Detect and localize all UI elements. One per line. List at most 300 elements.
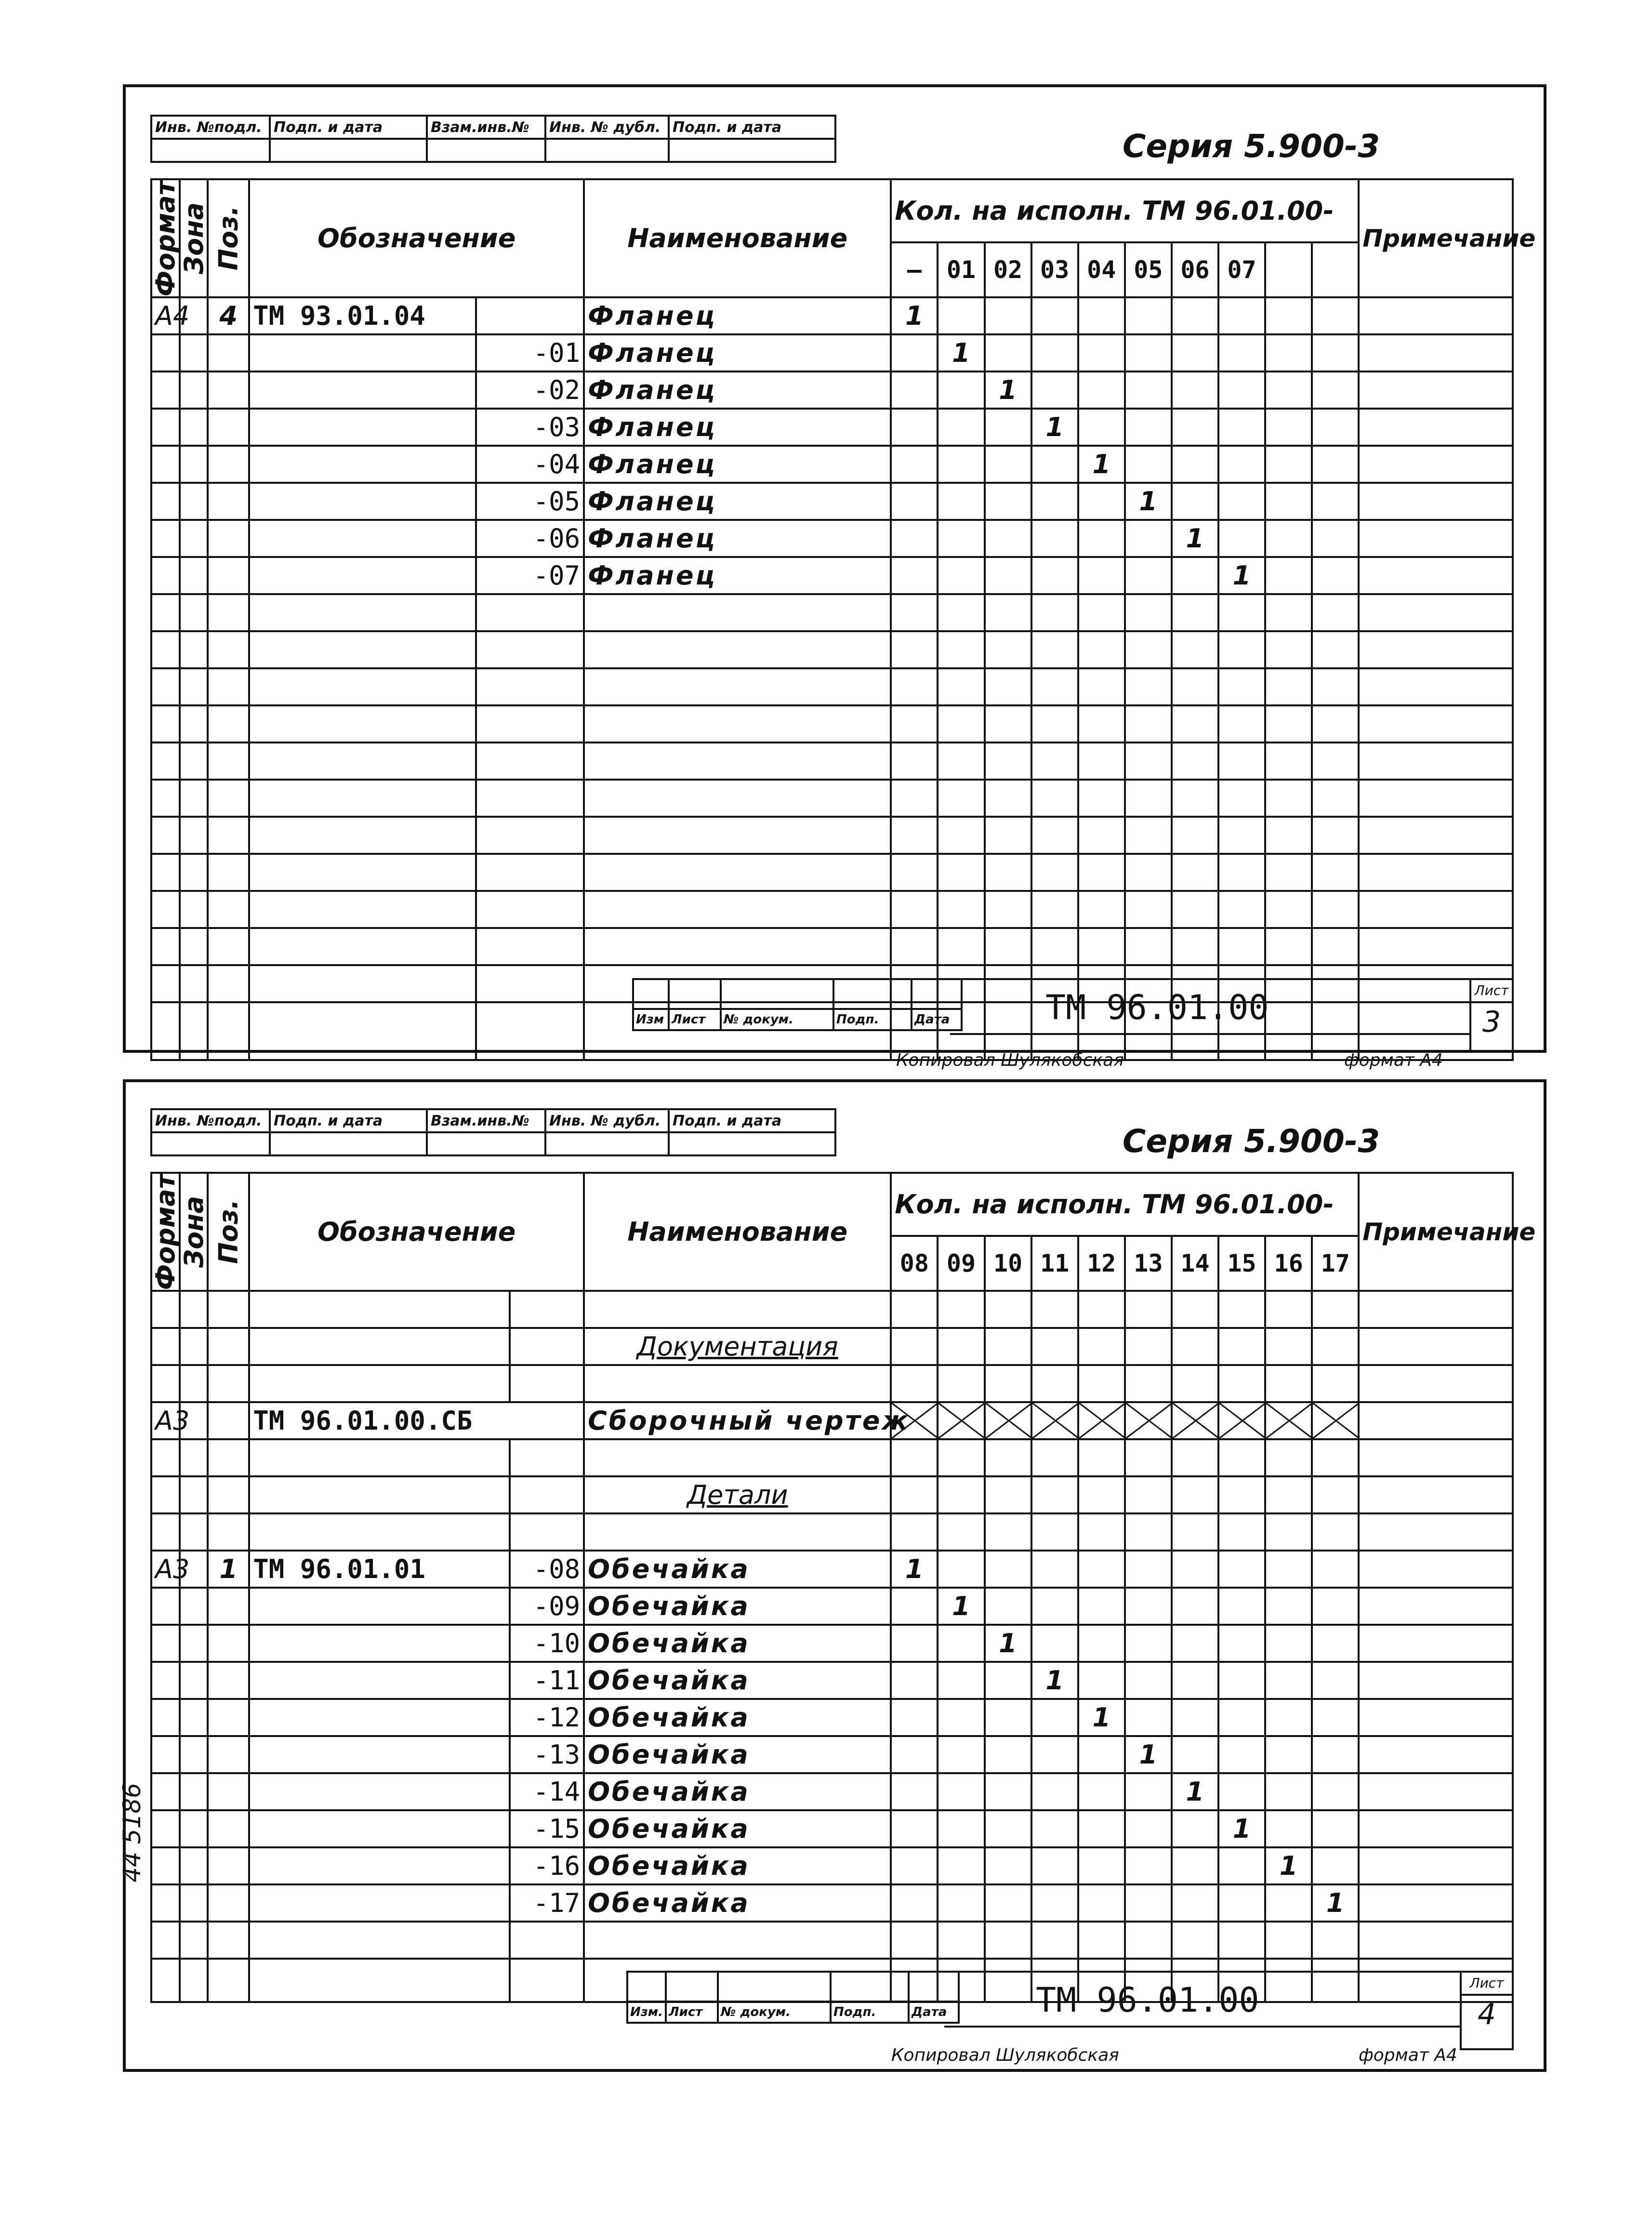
cell — [180, 1002, 208, 1060]
cell — [985, 1513, 1031, 1551]
variant-header: — — [891, 242, 938, 297]
cell — [1125, 1328, 1172, 1365]
variant-header — [1312, 242, 1359, 297]
stamp-cell: Инв. № дубл. — [545, 1109, 669, 1132]
quantity-cell — [938, 409, 984, 446]
cell — [584, 668, 891, 705]
stamp-cell: Инв. №подл. — [151, 1109, 270, 1132]
quantity-cell — [1312, 409, 1359, 446]
cell — [1359, 743, 1513, 780]
note-cell — [1359, 1847, 1513, 1884]
cell — [249, 1439, 510, 1476]
table-row — [151, 371, 1513, 409]
cell — [891, 891, 938, 928]
quantity-cell — [891, 557, 938, 594]
quantity-cell — [1312, 483, 1359, 520]
table-row — [151, 520, 1513, 557]
empty-row — [151, 854, 1513, 891]
variant-header: 14 — [1172, 1236, 1218, 1291]
title-block-label: Изм. — [627, 2002, 666, 2023]
cell — [208, 1328, 249, 1365]
designation-cell — [249, 446, 476, 483]
cell — [1218, 743, 1265, 780]
cell — [476, 705, 584, 743]
quantity-cell — [1125, 1625, 1172, 1662]
title-block-label: Подп. — [833, 1009, 912, 1030]
cell — [151, 1328, 180, 1365]
cell — [1265, 891, 1312, 928]
cell — [180, 965, 208, 1002]
quantity-cell: 1 — [1312, 1884, 1359, 1922]
quantity-cell — [1218, 1736, 1265, 1773]
cell — [1265, 743, 1312, 780]
format-cell — [151, 334, 180, 371]
cell — [1218, 1439, 1265, 1476]
quantity-cell: 1 — [1218, 1810, 1265, 1847]
cell — [249, 668, 476, 705]
quantity-cell — [985, 1588, 1031, 1625]
zone-cell — [180, 1773, 208, 1810]
cell — [1078, 817, 1125, 854]
note-cell — [1359, 334, 1513, 371]
cell — [584, 705, 891, 743]
header-note: Примечание — [1359, 179, 1513, 297]
cross-mark — [1266, 1403, 1312, 1438]
quantity-cell — [985, 1847, 1031, 1884]
zone-cell — [180, 1884, 208, 1922]
quantity-cell — [1312, 446, 1359, 483]
cell — [208, 705, 249, 743]
position-cell — [208, 1625, 249, 1662]
quantity-cell — [938, 1662, 984, 1699]
quantity-cell — [891, 520, 938, 557]
designation-suffix: -01 — [476, 334, 584, 371]
cell — [1172, 668, 1218, 705]
cell — [891, 1328, 938, 1365]
cell — [1078, 705, 1125, 743]
cell — [151, 1476, 180, 1513]
cell — [1172, 1439, 1218, 1476]
sheet-2-document-code: ТМ 96.01.00 — [1036, 1980, 1259, 2020]
designation-suffix: -02 — [476, 371, 584, 409]
cell — [1031, 854, 1078, 891]
cell — [584, 1439, 891, 1476]
format-cell — [151, 1847, 180, 1884]
cell — [208, 854, 249, 891]
cell — [1125, 594, 1172, 631]
position-cell — [208, 520, 249, 557]
cell — [1265, 1439, 1312, 1476]
quantity-cell — [1265, 1588, 1312, 1625]
cell — [151, 854, 180, 891]
cell — [1031, 1365, 1078, 1402]
quantity-cell — [1078, 1773, 1125, 1810]
quantity-cell — [1312, 1699, 1359, 1736]
designation-cell — [249, 483, 476, 520]
cell — [476, 594, 584, 631]
cell — [938, 780, 984, 817]
quantity-cell — [1125, 520, 1172, 557]
cell — [1078, 1476, 1125, 1513]
cell — [180, 1439, 208, 1476]
quantity-cell — [1218, 409, 1265, 446]
quantity-cell — [1031, 1625, 1078, 1662]
cell — [1031, 817, 1078, 854]
cell — [249, 1476, 510, 1513]
quantity-cell — [1172, 297, 1218, 334]
zone-cell — [180, 1736, 208, 1773]
cell — [1359, 1328, 1513, 1365]
position-cell — [208, 1773, 249, 1810]
cell — [249, 1328, 510, 1365]
cell — [151, 668, 180, 705]
note-cell — [1359, 1810, 1513, 1847]
name-cell: Фланец — [584, 409, 891, 446]
cell — [476, 668, 584, 705]
note-cell — [1359, 1402, 1513, 1439]
designation-cell: ТМ 96.01.01 — [249, 1551, 510, 1588]
stamp-cell: Взам.инв.№ — [427, 116, 545, 139]
quantity-cell — [1265, 520, 1312, 557]
cell — [510, 1476, 584, 1513]
quantity-cell — [938, 1810, 984, 1847]
cell — [1172, 631, 1218, 668]
quantity-cell-crossed — [1078, 1402, 1125, 1439]
name-cell: Обечайка — [584, 1625, 891, 1662]
table-row — [151, 1699, 1513, 1736]
cell — [1265, 1365, 1312, 1402]
cell — [891, 594, 938, 631]
section-row — [151, 1476, 1513, 1513]
cell — [1265, 1513, 1312, 1551]
name-cell: Обечайка — [584, 1588, 891, 1625]
cross-mark — [1173, 1403, 1219, 1438]
quantity-cell — [1218, 1699, 1265, 1736]
cell — [249, 1002, 476, 1060]
cell — [1265, 594, 1312, 631]
empty-row — [151, 594, 1513, 631]
quantity-cell — [1265, 446, 1312, 483]
table-row — [151, 557, 1513, 594]
cell — [985, 743, 1031, 780]
quantity-cell — [1031, 1699, 1078, 1736]
cell — [1125, 1365, 1172, 1402]
cell — [1172, 1513, 1218, 1551]
cell — [891, 668, 938, 705]
name-cell: Обечайка — [584, 1773, 891, 1810]
cell — [249, 1959, 510, 2002]
position-cell — [208, 334, 249, 371]
cell — [1031, 705, 1078, 743]
quantity-cell — [985, 557, 1031, 594]
format-cell: А3 — [151, 1402, 180, 1439]
cell — [208, 1922, 249, 1959]
cell — [1125, 928, 1172, 965]
quantity-cell — [891, 1810, 938, 1847]
name-cell: Обечайка — [584, 1847, 891, 1884]
sheet-1-title-block-revisions — [632, 978, 963, 1031]
cell — [1078, 854, 1125, 891]
designation-suffix: -12 — [510, 1699, 584, 1736]
empty-row — [151, 928, 1513, 965]
quantity-cell — [938, 371, 984, 409]
sheet-number: 3 — [1482, 1005, 1501, 1039]
quantity-cell — [1218, 1773, 1265, 1810]
cell — [938, 1922, 984, 1959]
designation-cell — [249, 1588, 510, 1625]
zone-cell — [180, 483, 208, 520]
cell — [1312, 928, 1359, 965]
cell — [151, 1291, 180, 1328]
quantity-cell — [1031, 1736, 1078, 1773]
quantity-cell — [1172, 1551, 1218, 1588]
designation-suffix: -11 — [510, 1662, 584, 1699]
cell — [1031, 1922, 1078, 1959]
format-cell — [151, 1884, 180, 1922]
cell — [1359, 594, 1513, 631]
cell — [180, 1291, 208, 1328]
format-cell — [151, 1625, 180, 1662]
cell — [1078, 928, 1125, 965]
table-row — [151, 1402, 1513, 1439]
cell — [180, 891, 208, 928]
stamp-cell: Инв. №подл. — [151, 116, 270, 139]
cell — [938, 854, 984, 891]
name-cell: Фланец — [584, 557, 891, 594]
cell — [584, 1513, 891, 1551]
variant-header: 04 — [1078, 242, 1125, 297]
designation-suffix: -07 — [476, 557, 584, 594]
cell — [1312, 668, 1359, 705]
position-cell — [208, 1810, 249, 1847]
cell — [584, 928, 891, 965]
position-cell — [208, 1847, 249, 1884]
quantity-cell — [938, 520, 984, 557]
title-block-label: Дата — [912, 1009, 962, 1030]
cell — [249, 891, 476, 928]
sheet-label: Лист — [1471, 980, 1512, 1003]
stamp-cell: Взам.инв.№ — [427, 1109, 545, 1132]
header-quantity: Кол. на исполн. ТМ 96.01.00- — [891, 179, 1359, 242]
cell — [208, 1365, 249, 1402]
cell — [151, 1439, 180, 1476]
quantity-cell — [1218, 1884, 1265, 1922]
cell — [1218, 928, 1265, 965]
cell — [510, 1922, 584, 1959]
quantity-cell — [1265, 1551, 1312, 1588]
cell — [208, 743, 249, 780]
note-cell — [1359, 446, 1513, 483]
header-position: Поз. — [208, 1173, 249, 1291]
cell — [208, 1959, 249, 2002]
position-cell — [208, 1402, 249, 1439]
cell — [891, 780, 938, 817]
cell — [1312, 1922, 1359, 1959]
cell — [938, 1476, 984, 1513]
cell — [985, 1328, 1031, 1365]
quantity-cell — [1265, 334, 1312, 371]
cell — [938, 1328, 984, 1365]
cell — [151, 1922, 180, 1959]
cell — [1078, 1439, 1125, 1476]
cell — [1172, 1328, 1218, 1365]
quantity-cell — [1172, 1810, 1218, 1847]
variant-header: 09 — [938, 1236, 984, 1291]
note-cell — [1359, 1736, 1513, 1773]
cell — [938, 891, 984, 928]
cell — [1218, 1476, 1265, 1513]
quantity-cell — [1125, 371, 1172, 409]
variant-header: 15 — [1218, 1236, 1265, 1291]
variant-header: 12 — [1078, 1236, 1125, 1291]
header-note: Примечание — [1359, 1173, 1513, 1291]
quantity-cell-crossed — [1312, 1402, 1359, 1439]
variant-header: 13 — [1125, 1236, 1172, 1291]
cell — [1265, 817, 1312, 854]
zone-cell — [180, 371, 208, 409]
cell — [891, 1513, 938, 1551]
cell — [1125, 705, 1172, 743]
cell — [1218, 780, 1265, 817]
quantity-cell-crossed — [1172, 1402, 1218, 1439]
quantity-cell: 1 — [985, 371, 1031, 409]
designation-cell — [249, 1810, 510, 1847]
empty-row — [151, 1365, 1513, 1402]
cell — [1078, 1513, 1125, 1551]
title-block-label: № докум. — [721, 1009, 833, 1030]
cell — [1218, 854, 1265, 891]
sheet-number: 4 — [1477, 1998, 1496, 2031]
format-cell — [151, 409, 180, 446]
cell — [249, 1291, 510, 1328]
quantity-cell — [1312, 1588, 1359, 1625]
cell — [1218, 631, 1265, 668]
quantity-cell: 1 — [1265, 1847, 1312, 1884]
cell — [1359, 1365, 1513, 1402]
quantity-cell — [1265, 1810, 1312, 1847]
quantity-cell — [1078, 1625, 1125, 1662]
cell — [151, 705, 180, 743]
stamp-cell: Подп. и дата — [270, 116, 427, 139]
table-row — [151, 483, 1513, 520]
quantity-cell — [1265, 371, 1312, 409]
cell — [249, 780, 476, 817]
empty-row — [151, 1513, 1513, 1551]
format-cell — [151, 1736, 180, 1773]
quantity-cell — [938, 483, 984, 520]
variant-header: 17 — [1312, 1236, 1359, 1291]
quantity-cell — [1172, 1847, 1218, 1884]
cell — [151, 1365, 180, 1402]
sheet-2-spec-table — [150, 1172, 1536, 2003]
format-cell — [151, 483, 180, 520]
note-cell — [1359, 297, 1513, 334]
format-cell: А3 — [151, 1551, 180, 1588]
cell — [1125, 743, 1172, 780]
cell — [208, 928, 249, 965]
quantity-cell — [1218, 297, 1265, 334]
cell — [1172, 1922, 1218, 1959]
format-cell — [151, 1773, 180, 1810]
designation-cell — [249, 1736, 510, 1773]
cross-mark — [1079, 1403, 1125, 1438]
quantity-cell — [1031, 520, 1078, 557]
note-cell — [1359, 1699, 1513, 1736]
quantity-cell: 1 — [891, 297, 938, 334]
cell — [1172, 743, 1218, 780]
zone-cell — [180, 1699, 208, 1736]
note-cell — [1359, 1551, 1513, 1588]
cell — [249, 1365, 510, 1402]
quantity-cell — [1031, 1588, 1078, 1625]
cell — [208, 1439, 249, 1476]
cell — [891, 1291, 938, 1328]
quantity-cell — [1265, 1699, 1312, 1736]
format-cell — [151, 1662, 180, 1699]
quantity-cell: 1 — [1172, 520, 1218, 557]
quantity-cell — [1312, 297, 1359, 334]
format-cell — [151, 557, 180, 594]
sheet-1-copied-by: Копировал Шулякобская — [896, 1050, 1124, 1070]
cell — [1218, 594, 1265, 631]
cell — [1172, 705, 1218, 743]
cell — [985, 1291, 1031, 1328]
designation-suffix: -06 — [476, 520, 584, 557]
cell — [1218, 668, 1265, 705]
quantity-cell — [1078, 371, 1125, 409]
cell — [584, 817, 891, 854]
cell — [1265, 631, 1312, 668]
sheet-2-sheet-number-box — [1460, 1971, 1514, 2050]
cell — [891, 705, 938, 743]
cell — [1125, 854, 1172, 891]
cell — [938, 1439, 984, 1476]
cell — [891, 1476, 938, 1513]
cell — [1172, 594, 1218, 631]
table-row — [151, 1847, 1513, 1884]
position-cell — [208, 1588, 249, 1625]
sheet-1-document-code: ТМ 96.01.00 — [1045, 988, 1269, 1027]
cell — [476, 854, 584, 891]
cell — [1125, 817, 1172, 854]
cell — [1265, 780, 1312, 817]
empty-row — [151, 1291, 1513, 1328]
quantity-cell — [985, 334, 1031, 371]
title-block-label: Лист — [666, 2002, 718, 2023]
format-cell — [151, 1810, 180, 1847]
zone-cell — [180, 1662, 208, 1699]
quantity-cell-crossed — [938, 1402, 984, 1439]
quantity-cell — [1265, 409, 1312, 446]
quantity-cell — [1312, 1625, 1359, 1662]
cell — [1218, 1291, 1265, 1328]
quantity-cell: 1 — [985, 1625, 1031, 1662]
quantity-cell — [1125, 409, 1172, 446]
quantity-cell — [891, 483, 938, 520]
sheet-1-series: Серия 5.900-3 — [1123, 128, 1380, 165]
quantity-cell — [1031, 1551, 1078, 1588]
cell — [1031, 891, 1078, 928]
cell — [1312, 594, 1359, 631]
cell — [1359, 1291, 1513, 1328]
cell — [1312, 780, 1359, 817]
cell — [180, 743, 208, 780]
cell — [1312, 1476, 1359, 1513]
zone-cell — [180, 1847, 208, 1884]
cell — [584, 1365, 891, 1402]
cell — [1078, 743, 1125, 780]
cell — [510, 1513, 584, 1551]
